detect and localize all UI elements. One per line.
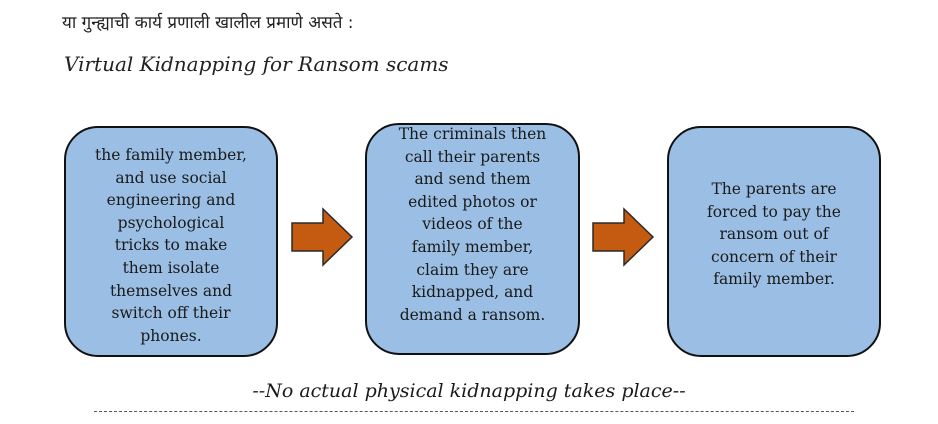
step-box-1-text (66, 144, 276, 347)
step-box-1 (64, 126, 278, 357)
step-1-line: switch off their (111, 304, 231, 323)
step-box-1-clip (66, 144, 276, 345)
right-arrow-shape (292, 209, 352, 265)
diagram-title: Virtual Kidnapping for Ransom scams (64, 52, 449, 76)
step-2-line: and send them (414, 170, 531, 189)
step-box-3-text (669, 178, 879, 291)
footer-note: --No actual physical kidnapping takes place-- (252, 380, 686, 402)
step-box-3 (667, 126, 881, 357)
step-1-line: engineering and (106, 191, 236, 210)
step-2-line: videos of the (422, 215, 523, 234)
step-2-line: claim they are (416, 260, 529, 279)
step-1-line: and use social (115, 168, 227, 187)
dashed-divider (94, 411, 854, 412)
right-arrow-icon (592, 208, 654, 266)
step-2-line: demand a ransom. (399, 305, 546, 324)
section-heading: या गुन्ह्याची कार्य प्रणाली खालील प्रमाणे असते : (62, 13, 354, 33)
step-3-line: The parents are (711, 180, 837, 198)
step-box-2-clip (367, 125, 578, 345)
step-1-line: psychological (117, 213, 225, 232)
step-3-line: ransom out of (719, 225, 829, 244)
step-box-2-text (367, 123, 578, 326)
step-1-line: phones. (140, 326, 202, 345)
step-2-line: The criminals then (398, 125, 547, 143)
step-3-line: forced to pay the (707, 202, 841, 221)
step-box-2 (365, 123, 580, 355)
step-2-line: kidnapped, and (411, 283, 534, 302)
step-1-line: themselves and (109, 281, 233, 300)
step-3-line: concern of their (711, 247, 837, 266)
right-arrow-shape (593, 209, 653, 265)
step-2-line: edited photos or (408, 192, 537, 211)
step-1-line: tricks to make (114, 236, 228, 255)
step-2-line: family member, (411, 237, 534, 256)
right-arrow-icon (291, 208, 353, 266)
step-2-line: call their parents (404, 147, 541, 166)
step-1-line: the family member, (95, 146, 247, 164)
step-1-line: them isolate (122, 258, 220, 277)
step-3-line: family member. (713, 270, 835, 289)
